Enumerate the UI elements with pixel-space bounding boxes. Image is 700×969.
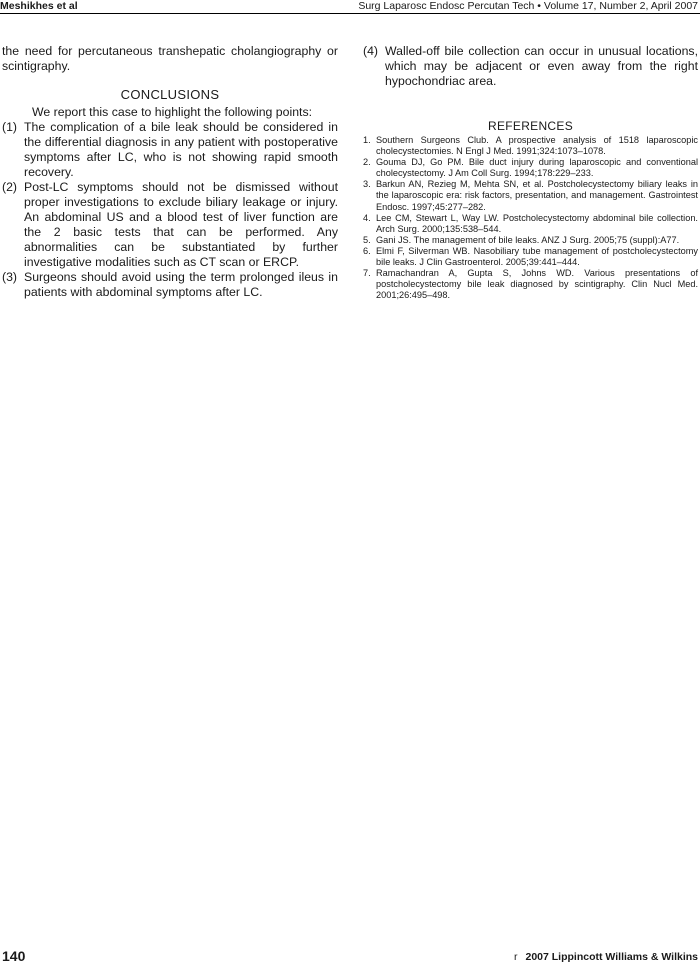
reference-text: Elmi F, Silverman WB. Nasobiliary tube management of postcholecystectomy bile leaks. J Clin Gastroenterol. 2005;39:441–444. [376, 245, 698, 268]
conclusions-heading: CONCLUSIONS [120, 87, 220, 102]
reference-number: 1. [363, 135, 371, 145]
copyright-text: 2007 Lippincott Williams & Wilkins [525, 951, 698, 963]
running-header [0, 0, 700, 13]
conclusion-point-3 [2, 270, 338, 300]
point-number: (2) [2, 180, 18, 194]
point-text: Surgeons should avoid using the term prolonged ileus in patients with abdominal symptoms after LC. [24, 270, 338, 299]
conclusion-point-2 [2, 180, 338, 270]
copyright-symbol: r [513, 951, 518, 963]
reference-number: 7. [363, 268, 371, 279]
reference-item [363, 179, 698, 212]
reference-item [363, 213, 698, 235]
reference-text: Ramachandran A, Gupta S, Johns WD. Various presentations of postcholecystectomy bile leak diagnosed by scintigraphy. Clin Nucl Med. 2001;26:495–498. [376, 268, 698, 301]
copyright-line [514, 951, 698, 963]
header-rule [0, 13, 700, 14]
reference-item [363, 246, 698, 268]
reference-item [363, 235, 698, 246]
continuation-paragraph: the need for percutaneous transhepatic cholangiography or scintigraphy. [2, 44, 338, 73]
reference-text: Barkun AN, Rezieg M, Mehta SN, et al. Postcholecystectomy biliary leaks in the laparoscopic era: risk factors, presentation, and management. Gastrointest Endosc. 1997;45:277–282. [376, 179, 698, 212]
conclusions-intro: We report this case to highlight the following points: [32, 105, 313, 119]
point-number: (1) [2, 120, 18, 134]
reference-text: Gani JS. The management of bile leaks. ANZ J Surg. 2005;75 (suppl):A77. [376, 234, 680, 245]
reference-number: 5. [363, 234, 371, 245]
reference-text: Gouma DJ, Go PM. Bile duct injury during laparoscopic and conventional cholecystectomy. J Am Coll Surg. 1994;178:229–233. [376, 157, 698, 179]
journal-info: Surg Laparosc Endosc Percutan Tech • Volume 17, Number 2, April 2007 [358, 0, 698, 12]
reference-text: Lee CM, Stewart L, Way LW. Postcholecystectomy abdominal bile collection. Arch Surg. 2000;135:538–544. [376, 212, 698, 234]
page-number: 140 [2, 948, 26, 964]
left-column [2, 44, 338, 300]
reference-item [363, 268, 698, 301]
point-number: (4) [363, 44, 379, 58]
point-text: Post-LC symptoms should not be dismissed without proper investigations to exclude biliary leakage or injury. An abdominal US and a blood test of liver function are the 2 basic tests that can be performed. Any abnormalities can be substantiated by further investigative modalities such as CT scan or ERCP. [24, 180, 338, 269]
references-heading: REFERENCES [487, 119, 573, 133]
right-column [363, 44, 698, 301]
reference-number: 6. [363, 245, 371, 256]
reference-item [363, 135, 698, 157]
reference-number: 2. [363, 157, 371, 168]
running-author: Meshikhes et al [0, 0, 78, 12]
conclusion-point-1 [2, 120, 338, 180]
point-number: (3) [2, 270, 18, 284]
point-text: Walled-off bile collection can occur in unusual locations, which may be adjacent or even away from the right hypochondriac area. [385, 44, 698, 88]
reference-number: 4. [363, 212, 371, 223]
reference-text: Southern Surgeons Club. A prospective analysis of 1518 laparoscopic cholecystectomies. N Engl J Med. 1991;324:1073–1078. [376, 135, 698, 157]
conclusion-point-4 [363, 44, 698, 89]
reference-item [363, 157, 698, 179]
reference-number: 3. [363, 179, 371, 190]
point-text: The complication of a bile leak should be considered in the differential diagnosis in any patient with postoperative symptoms after LC, who is not showing rapid smooth recovery. [24, 120, 338, 179]
